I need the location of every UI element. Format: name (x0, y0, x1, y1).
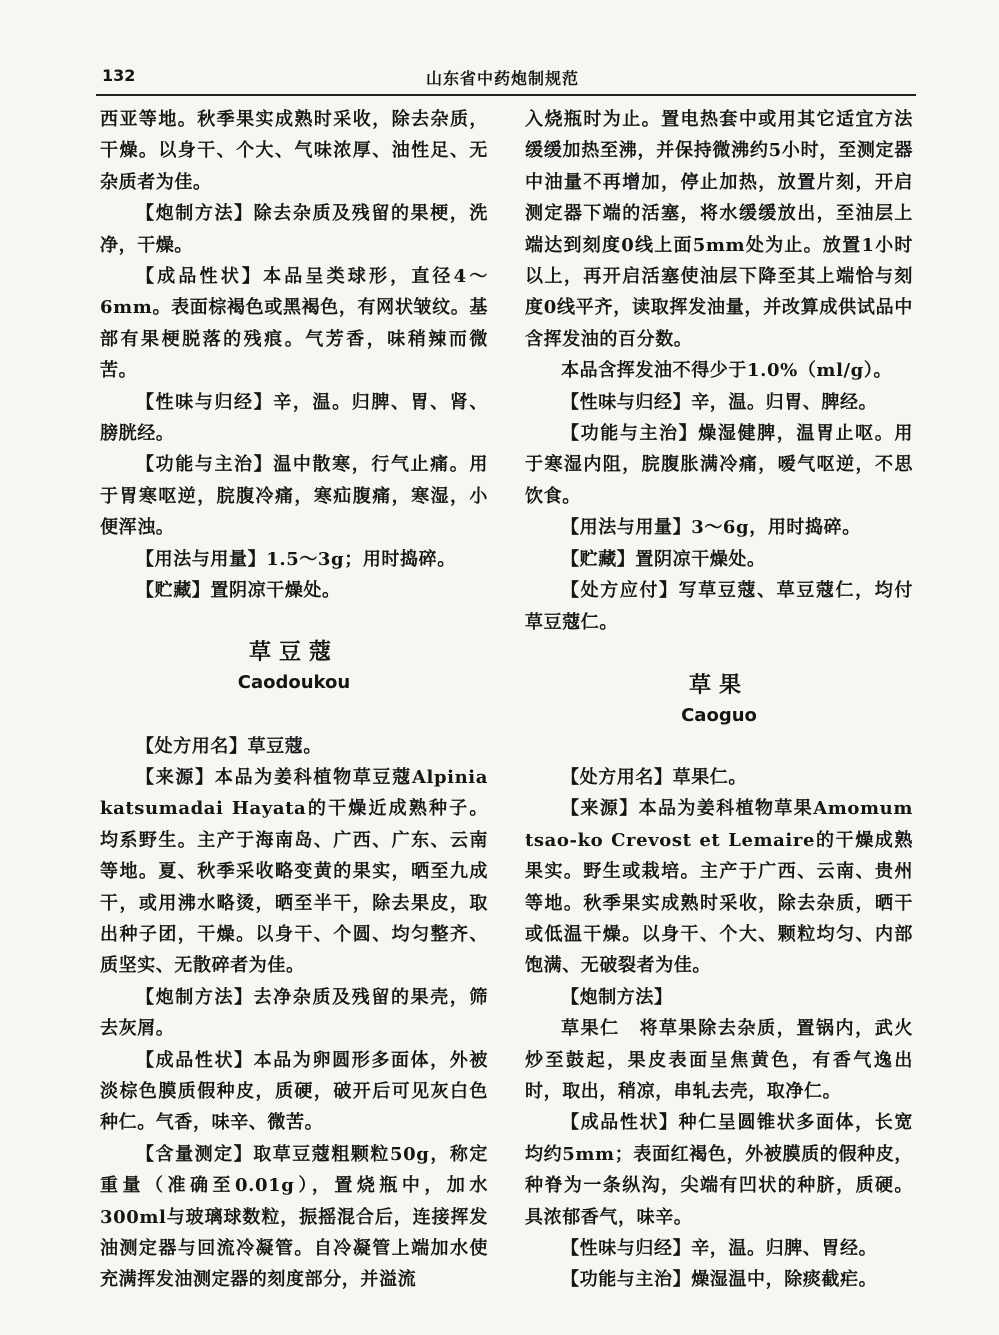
paragraph: 【来源】本品为姜科植物草果Amomum tsao-ko Crevost et Lemaire的干燥成熟果实。野生或栽培。主产于广西、云南、贵州等地。秋季果实成熟时采收，除去杂质，晒干或低温干燥。以身干、个大、颗粒均匀、内部饱满、无破裂者为佳。 (525, 798, 913, 977)
page-number: 132 (102, 66, 136, 85)
paragraph: 【成品性状】本品呈类球形，直径4～6mm。表面棕褐色或黑褐色，有网状皱纹。基部有果梗脱落的残痕。气芳香，味稍辣而微苦。 (100, 266, 488, 382)
paragraph: 【炮制方法】除去杂质及残留的果梗，洗净，干燥。 (100, 203, 488, 256)
right-column (525, 104, 913, 1296)
paragraph: 【功能与主治】温中散寒，行气止痛。用于胃寒呕逆，脘腹冷痛，寒疝腹痛，寒湿，小便浑浊。 (100, 454, 488, 539)
entry-title-chinese: 草豆蔻 (248, 639, 339, 665)
page-header (96, 64, 916, 96)
paragraph: 【成品性状】本品为卵圆形多面体，外被淡棕色膜质假种皮，质硬，破开后可见灰白色种仁。气香，味辛、微苦。 (100, 1049, 488, 1134)
paragraph: 【处方用名】草果仁。 (561, 766, 747, 788)
paragraph: 【处方用名】草豆蔻。 (136, 735, 322, 757)
paragraph: 【性味与归经】辛，温。归脾、胃经。 (561, 1238, 878, 1259)
paragraph: 【性味与归经】辛，温。归胃、脾经。 (561, 391, 878, 413)
entry-title-caodoukou (100, 635, 488, 693)
entry-title-caoguo (525, 668, 913, 726)
paragraph: 【性味与归经】辛，温。归脾、胃、肾、膀胱经。 (100, 391, 488, 445)
paragraph: 入烧瓶时为止。置电热套中或用其它适宜方法缓缓加热至沸，并保持微沸约5小时，至测定器中油量不再增加，停止加热，放置片刻，开启测定器下端的活塞，将水缓缓放出，至油层上端达到刻度0线上面5mm处为止。放置1小时以上，再开启活塞使油层下降至其上端恰与刻度0线平齐，读取挥发油量，并改算成供试品中含挥发油的百分数。 (525, 109, 913, 350)
paragraph: 西亚等地。秋季果实成熟时采收，除去杂质，干燥。以身干、个大、气味浓厚、油性足、无杂质者为佳。 (100, 109, 488, 193)
paragraph: 本品含挥发油不得少于1.0%（ml/g）。 (561, 360, 893, 382)
paragraph: 【炮制方法】去净杂质及残留的果壳，筛去灰屑。 (100, 986, 488, 1040)
paragraph: 【功能与主治】燥湿温中，除痰截疟。 (561, 1269, 878, 1291)
paragraph: 【贮藏】置阴凉干燥处。 (136, 580, 341, 602)
paragraph: 【成品性状】种仁呈圆锥状多面体，长宽均约5mm；表面红褐色，外被膜质的假种皮，种脊为一条纵沟，尖端有凹状的种脐，质硬。具浓郁香气，味辛。 (525, 1112, 913, 1228)
paragraph: 【炮制方法】 (561, 986, 673, 1008)
paragraph: 【用法与用量】3～6g，用时捣碎。 (561, 517, 861, 539)
running-title: 山东省中药炮制规范 (426, 69, 580, 88)
paragraph: 草果仁 将草果除去杂质，置锅内，武火炒至鼓起，果皮表面呈焦黄色，有香气逸出时，取出，稍凉，串轧去壳，取净仁。 (525, 1018, 913, 1102)
paragraph: 【处方应付】写草豆蔻、草豆蔻仁，均付草豆蔻仁。 (525, 580, 913, 633)
paragraph: 【含量测定】取草豆蔻粗颗粒50g，称定重量（准确至0.01g），置烧瓶中，加水300ml与玻璃球数粒，振摇混合后，连接挥发油测定器与回流冷凝管。自冷凝管上端加水使充满挥发油测定器的刻度部分，并溢流 (100, 1143, 488, 1291)
entry-title-pinyin: Caoguo (681, 704, 757, 726)
entry-title-pinyin: Caodoukou (237, 671, 351, 693)
paragraph: 【来源】本品为姜科植物草豆蔻Alpinia katsumadai Hayata的干燥近成熟种子。均系野生。主产于海南岛、广西、广东、云南等地。夏、秋季采收略变黄的果实，晒至九成干，或用沸水略烫，晒至半干，除去果皮，取出种子团，干燥。以身干、个圆、均匀整齐、质坚实、无散碎者为佳。 (100, 766, 488, 977)
paragraph: 【贮藏】置阴凉干燥处。 (561, 548, 766, 570)
paragraph: 【功能与主治】燥湿健脾，温胃止呕。用于寒湿内阻，脘腹胀满冷痛，嗳气呕逆，不思饮食。 (525, 423, 913, 507)
entry-title-chinese: 草果 (688, 672, 749, 698)
left-column (100, 104, 488, 1296)
paragraph: 【用法与用量】1.5～3g；用时捣碎。 (136, 548, 456, 570)
